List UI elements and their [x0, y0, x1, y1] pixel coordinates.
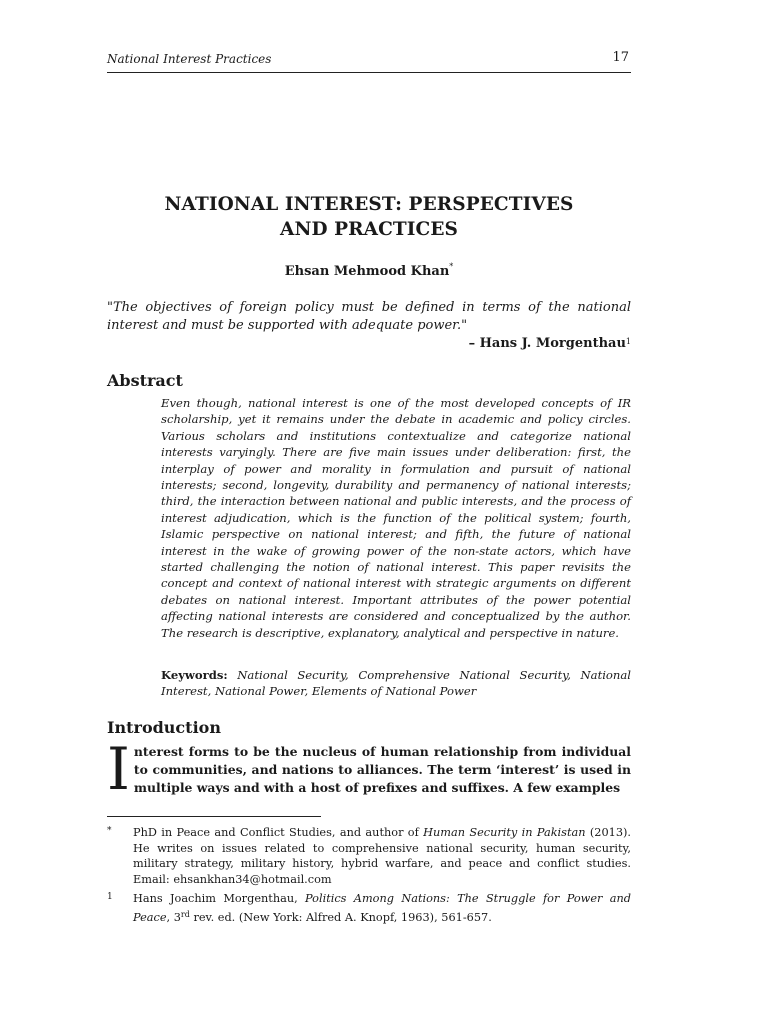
- footnote-text: [133, 825, 631, 887]
- footnote-text-part: PhD in Peace and Conflict Studies, and author of: [133, 826, 424, 839]
- keywords-text: National Security, Comprehensive National Security, National Interest, National Power, Elements of National Power: [161, 668, 632, 699]
- epigraph-footnote-mark: 1: [625, 337, 631, 346]
- footnote-divider: [107, 816, 321, 817]
- footnote-text: [133, 891, 631, 925]
- footnote-book-title: Politics Among Nations: The Struggle for Power and Peace: [133, 892, 631, 924]
- article-title: [107, 192, 631, 242]
- article-title-line-1: NATIONAL INTEREST: PERSPECTIVES: [164, 194, 574, 215]
- abstract-text: Even though, national interest is one of the most developed concepts of IR scholarship, yet it remains under the debate in academic and policy circles. Various scholars and institutions contextualize and categorize national interests varyingly. There are five main issues under deliberation: first, the interplay of power and morality in formulation and pursuit of national interests; second, longevity, durability and permanency of national interests; third, the interaction between national and public interests, and the process of interest adjudication, which is the function of the political system; fourth, Islamic perspective on national interest; and fifth, the future of national interest in the wake of growing power of the non-state actors, which have started challenging the notion of national interest. This paper revisits the concept and context of national interest with strategic arguments on different debates on national interest. Important attributes of the power potential affecting national interests are considered and conceptualized by the author. The research is descriptive, explanatory, analytical and perspective in nature.: [161, 396, 631, 640]
- author-byline: [107, 262, 631, 279]
- author-footnote-mark: *: [449, 262, 454, 271]
- footnote-text-part: (2013). He writes on issues related to comprehensive national security, human security, military strategy, military history, hybrid warfare, and peace and conflict studies. Email: ehsankhan34@hotmail.com: [133, 826, 632, 886]
- introduction-text: nterest forms to be the nucleus of human relationship from individual to communities, and nations to alliances. The term ‘interest’ is used in multiple ways and with a host of prefixes and suffixes. A few examples: [133, 744, 631, 795]
- epigraph-quote: "The objectives of foreign policy must be defined in terms of the national interest and must be supported with adequate power.": [107, 300, 631, 333]
- abstract-heading: Abstract: [107, 371, 183, 390]
- footnote-text-part: Hans Joachim Morgenthau,: [133, 892, 306, 905]
- footnote-mark: 1: [107, 892, 113, 902]
- keywords-label: Keywords:: [161, 668, 228, 682]
- running-title: National Interest Practices: [107, 52, 272, 66]
- epigraph-attribution-text: – Hans J. Morgenthau: [468, 336, 626, 351]
- introduction-heading: Introduction: [107, 718, 221, 737]
- article-title-line-2: AND PRACTICES: [279, 219, 459, 240]
- page-number: 17: [612, 50, 629, 65]
- epigraph-attribution: [469, 336, 631, 351]
- footnote-text-part: rev. ed. (New York: Alfred A. Knopf, 1963), 561-657.: [189, 910, 492, 924]
- keywords: [161, 667, 631, 700]
- footnote-ordinal: rd: [180, 909, 190, 919]
- footnote-book-title: Human Security in Pakistan: [423, 826, 586, 839]
- footnote-text-part: , 3: [166, 910, 181, 924]
- author-name: Ehsan Mehmood Khan: [284, 264, 450, 279]
- footnote-author: [107, 825, 631, 887]
- footnote-morgenthau: [107, 891, 631, 925]
- footnote-mark: *: [107, 826, 112, 836]
- introduction-paragraph: [107, 735, 631, 803]
- dropcap: I: [107, 735, 130, 803]
- running-header: [107, 50, 631, 73]
